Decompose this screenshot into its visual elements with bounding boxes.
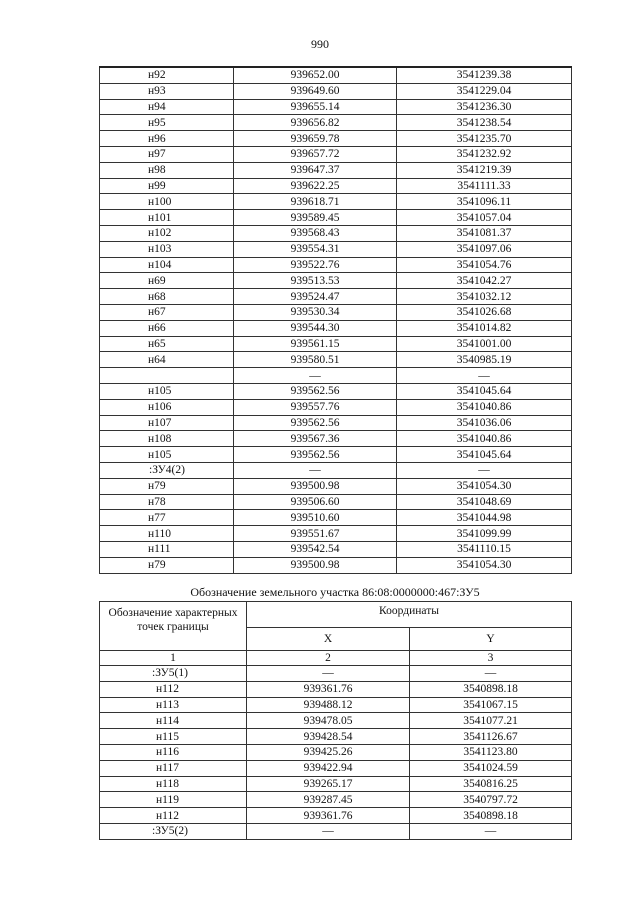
table-row [100,713,572,729]
coord-y: 3541045.64 [397,447,572,463]
coord-y: 3540898.18 [410,681,572,697]
coord-y: 3541236.30 [397,99,572,115]
table-row [100,194,572,210]
coord-x: 939522.76 [234,257,397,273]
coord-y: 3541232.92 [397,146,572,162]
coord-y: 3541067.15 [410,697,572,713]
point-name: :ЗУ5(2) [100,823,247,839]
page-number: 990 [311,37,329,51]
table-row [100,447,572,463]
coord-y: — [410,666,572,682]
coord-x: 939361.76 [247,681,410,697]
point-name: н93 [100,83,234,99]
point-name: н114 [100,713,247,729]
header-col-2: 2 [247,651,410,666]
coord-x: 939649.60 [234,83,397,99]
coord-y: 3541045.64 [397,383,572,399]
point-name: н104 [100,257,234,273]
header-coordinates: Координаты [247,602,572,628]
coord-y: 3540816.25 [410,776,572,792]
coord-y: 3541096.11 [397,194,572,210]
coord-y: 3541057.04 [397,210,572,226]
point-name: :ЗУ5(1) [100,666,247,682]
point-name: н65 [100,336,234,352]
coord-x: 939562.56 [234,383,397,399]
table-row [100,257,572,273]
point-name: н113 [100,697,247,713]
coord-x: 939542.54 [234,541,397,557]
point-name: н105 [100,383,234,399]
coord-x: 939544.30 [234,320,397,336]
point-name: н102 [100,225,234,241]
point-name: н66 [100,320,234,336]
table-row [100,67,572,83]
coord-y: 3541239.38 [397,67,572,83]
coord-x: 939500.98 [234,478,397,494]
table-row [100,178,572,194]
coord-x: 939562.56 [234,415,397,431]
coord-y: 3541048.69 [397,494,572,510]
table-row [100,368,572,384]
coord-x: — [234,368,397,384]
coord-y: 3541040.86 [397,431,572,447]
coord-x: 939510.60 [234,510,397,526]
coord-x: 939287.45 [247,792,410,808]
table-row [100,681,572,697]
point-name: н115 [100,729,247,745]
coord-x: 939622.25 [234,178,397,194]
table-row [100,729,572,745]
point-name: :ЗУ4(2) [100,462,234,478]
point-name: н79 [100,557,234,573]
point-name: н110 [100,526,234,542]
point-name: н77 [100,510,234,526]
table-row [100,304,572,320]
header-y: Y [410,628,572,651]
table-row [100,131,572,147]
coord-x: 939655.14 [234,99,397,115]
table-row [100,792,572,808]
table-row [100,462,572,478]
parcel-title: Обозначение земельного участка 86:08:0000000:467:ЗУ5 [190,585,480,599]
table-row [100,99,572,115]
coord-x: 939506.60 [234,494,397,510]
table-row [100,162,572,178]
point-name: н98 [100,162,234,178]
coord-x: 939580.51 [234,352,397,368]
point-name: н108 [100,431,234,447]
coord-y: 3541014.82 [397,320,572,336]
point-name: н112 [100,808,247,824]
coord-y: 3541040.86 [397,399,572,415]
coord-x: 939513.53 [234,273,397,289]
coord-y: — [397,368,572,384]
table-row [100,666,572,682]
coord-y: 3541077.21 [410,713,572,729]
coord-x: 939478.05 [247,713,410,729]
coord-x: 939530.34 [234,304,397,320]
table-row [100,399,572,415]
coord-y: 3541026.68 [397,304,572,320]
point-name: н101 [100,210,234,226]
coord-x: 939647.37 [234,162,397,178]
coord-y: 3541036.06 [397,415,572,431]
coord-y: 3541235.70 [397,131,572,147]
coord-y: 3541032.12 [397,289,572,305]
header-x: X [247,628,410,651]
point-name: н118 [100,776,247,792]
point-name: н96 [100,131,234,147]
header-points: Обозначение характерных точек границы [100,602,247,651]
point-name: н64 [100,352,234,368]
coord-y: — [397,462,572,478]
coord-x: 939568.43 [234,225,397,241]
table-row [100,541,572,557]
coord-y: 3541229.04 [397,83,572,99]
coord-x: 939659.78 [234,131,397,147]
point-name: н112 [100,681,247,697]
table-row [100,557,572,573]
table-row [100,383,572,399]
coord-y: 3541001.00 [397,336,572,352]
coord-y: 3541054.30 [397,478,572,494]
coord-y: 3540898.18 [410,808,572,824]
table-row [100,115,572,131]
coord-y: 3541081.37 [397,225,572,241]
point-name: н106 [100,399,234,415]
header-col-1: 1 [100,651,247,666]
table-row [100,526,572,542]
table-row [100,415,572,431]
table-row [100,146,572,162]
table-row [100,744,572,760]
table-row [100,320,572,336]
point-name: н94 [100,99,234,115]
header-col-3: 3 [410,651,572,666]
coord-y: 3541024.59 [410,760,572,776]
coord-y: 3541219.39 [397,162,572,178]
coord-x: 939488.12 [247,697,410,713]
coord-x: — [247,823,410,839]
table-row [100,776,572,792]
coordinates-table-continued [99,66,572,574]
coord-x: 939557.76 [234,399,397,415]
table-row [100,697,572,713]
point-name: н67 [100,304,234,320]
coord-x: — [234,462,397,478]
coord-x: 939265.17 [247,776,410,792]
coord-x: 939554.31 [234,241,397,257]
table-row [100,808,572,824]
coord-y: 3541097.06 [397,241,572,257]
point-name: н103 [100,241,234,257]
point-name: н111 [100,541,234,557]
table-row [100,431,572,447]
table-row [100,478,572,494]
table-row [100,510,572,526]
table-row [100,494,572,510]
coord-y: 3540797.72 [410,792,572,808]
coord-x: 939422.94 [247,760,410,776]
point-name: н107 [100,415,234,431]
coordinates-table-zu5 [99,601,572,840]
point-name: н116 [100,744,247,760]
coord-x: 939561.15 [234,336,397,352]
table-row [100,83,572,99]
point-name: н99 [100,178,234,194]
table-row [100,241,572,257]
coord-y: 3541111.33 [397,178,572,194]
point-name: н117 [100,760,247,776]
coord-x: 939425.26 [247,744,410,760]
table-row [100,336,572,352]
point-name: н97 [100,146,234,162]
table-row [100,352,572,368]
point-name: н105 [100,447,234,463]
coord-y: 3541054.30 [397,557,572,573]
coord-x: 939656.82 [234,115,397,131]
coord-x: 939657.72 [234,146,397,162]
table-row [100,289,572,305]
coord-x: 939589.45 [234,210,397,226]
point-name: н100 [100,194,234,210]
coord-x: 939618.71 [234,194,397,210]
coord-x: 939428.54 [247,729,410,745]
table-row [100,823,572,839]
coord-x: 939361.76 [247,808,410,824]
coord-y: 3540985.19 [397,352,572,368]
point-name: н69 [100,273,234,289]
coord-y: 3541110.15 [397,541,572,557]
coord-y: 3541042.27 [397,273,572,289]
coord-y: 3541044.98 [397,510,572,526]
coord-y: 3541126.67 [410,729,572,745]
table-row [100,273,572,289]
point-name: н79 [100,478,234,494]
point-name [100,368,234,384]
coord-x: 939562.56 [234,447,397,463]
coord-x: — [247,666,410,682]
coord-y: — [410,823,572,839]
point-name: н78 [100,494,234,510]
point-name: н68 [100,289,234,305]
coord-y: 3541054.76 [397,257,572,273]
coord-y: 3541238.54 [397,115,572,131]
coord-x: 939500.98 [234,557,397,573]
coord-y: 3541123.80 [410,744,572,760]
table-row [100,210,572,226]
table-row [100,760,572,776]
table-row [100,225,572,241]
coord-x: 939551.67 [234,526,397,542]
coord-x: 939567.36 [234,431,397,447]
point-name: н95 [100,115,234,131]
coord-y: 3541099.99 [397,526,572,542]
point-name: н119 [100,792,247,808]
coord-x: 939524.47 [234,289,397,305]
point-name: н92 [100,67,234,83]
coord-x: 939652.00 [234,67,397,83]
